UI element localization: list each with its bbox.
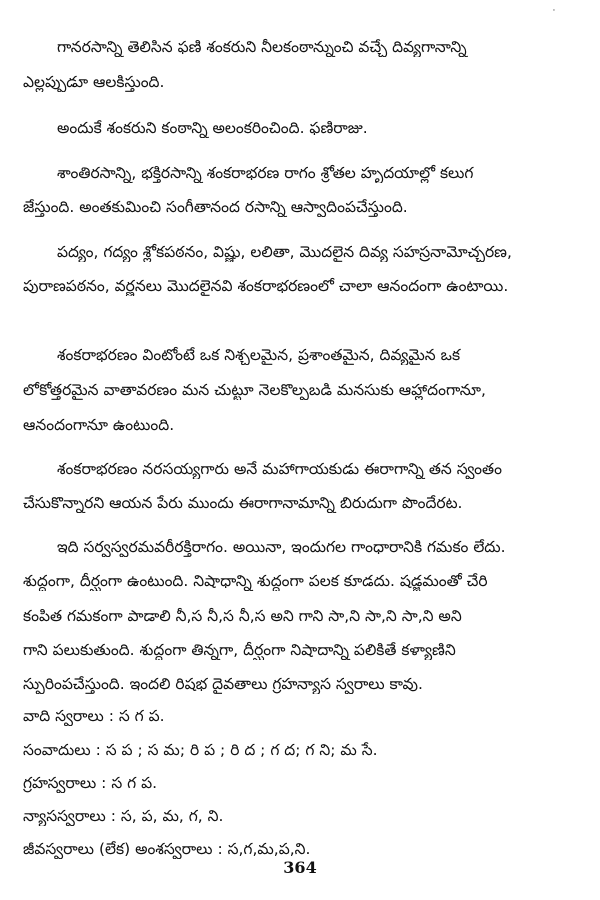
text-line: శంకరాభరణం నరసయ్యగారు అనే మహాగాయకుడు ఈరాగాన్ని తన స్వంతం <box>57 460 502 478</box>
text-line: శంకరాభరణం వింటోంటే ఒక నిశ్చలమైన, ప్రశాంతమైన, దివ్యమైన ఒక <box>57 346 461 364</box>
text-line: జేస్తుంది. అంతకుమించి సంగీతానంద రసాన్ని ఆస్వాదింపచేస్తుంది. <box>23 198 408 216</box>
text-line: ఇది సర్వస్వరమవరీరక్తిరాగం. అయినా, ఇందుగల గాంధారానికి గమకం లేదు. <box>57 538 506 556</box>
text-line: పురాణపఠనం, వర్ణనలు మొదలైనవి శంకరాభరణంలో చాలా ఆనందంగా ఉంటాయి. <box>23 277 509 295</box>
text-line: సంవాదులు : స ప ; స మ; రి ప ; రి ద ; గ ద; గ ని; మ సే. <box>23 741 378 759</box>
text-line: గాని పలుకుతుంది. శుద్ధంగా తిన్నగా, దీర్ఘంగా నిషాదాన్ని పలికితే కళ్యాణిని <box>23 641 456 659</box>
text-line: ఎల్లప్పుడూ ఆలకిస్తుంది. <box>23 73 165 91</box>
text-line: న్యాసస్వరాలు : స, ప, మ, గ, ని. <box>23 807 224 825</box>
text-line: కంపిత గమకంగా పాడాలి నీ,స నీ,స నీ,స అని గాని సా,ని సా,ని సా,ని అని <box>23 607 462 625</box>
text-line: గ్రహస్వరాలు : స గ ప. <box>23 774 158 792</box>
text-line: శుద్ధంగా, దీర్ఘంగా ఉంటుంది. నిషాధాన్ని శుద్ధంగా పలక కూడదు. షడ్జమంతో చేరి <box>23 572 488 590</box>
text-line: స్ఫురింపచేస్తుంది. ఇందలి రిషభ దైవతాలు గ్రహన్యాస స్వరాలు కావు. <box>23 675 423 693</box>
corner-mark: ' <box>553 8 555 16</box>
text-line: గానరసాన్ని తెలిసిన ఫణి శంకరుని నీలకంఠాన్నుంచి వచ్చే దివ్యగానాన్ని <box>57 38 467 56</box>
text-line: లోకోత్తరమైన వాతావరణం మన చుట్టూ నెలకొల్పబడి మనసుకు ఆహ్లాదంగానూ, <box>23 381 486 399</box>
text-line: శాంతిరసాన్ని, భక్తిరసాన్ని శంకరాభరణ రాగం శ్రోతల హృదయాల్లో కలుగ <box>57 164 474 182</box>
text-line: వాది స్వరాలు : స గ ప. <box>23 707 165 725</box>
text-line: పద్యం, గద్యం శ్లోకపఠనం, విష్ణు, లలితా, మొదలైన దివ్య సహస్రనామోచ్చరణ, <box>57 243 512 261</box>
page-number: 364 <box>283 858 317 877</box>
text-line: ఆనందంగానూ ఉంటుంది. <box>23 416 175 434</box>
text-line: చేసుకొన్నారని ఆయన పేరు ముందు ఈరాగానామాన్ని బిరుదుగా పొందేరట. <box>23 494 463 512</box>
text-line: అందుకే శంకరుని కంఠాన్ని అలంకరించింది. ఫణిరాజు. <box>57 119 368 137</box>
text-line: జీవస్వరాలు (లేక) అంశస్వరాలు : స,గ,మ,ప,ని. <box>23 840 311 858</box>
